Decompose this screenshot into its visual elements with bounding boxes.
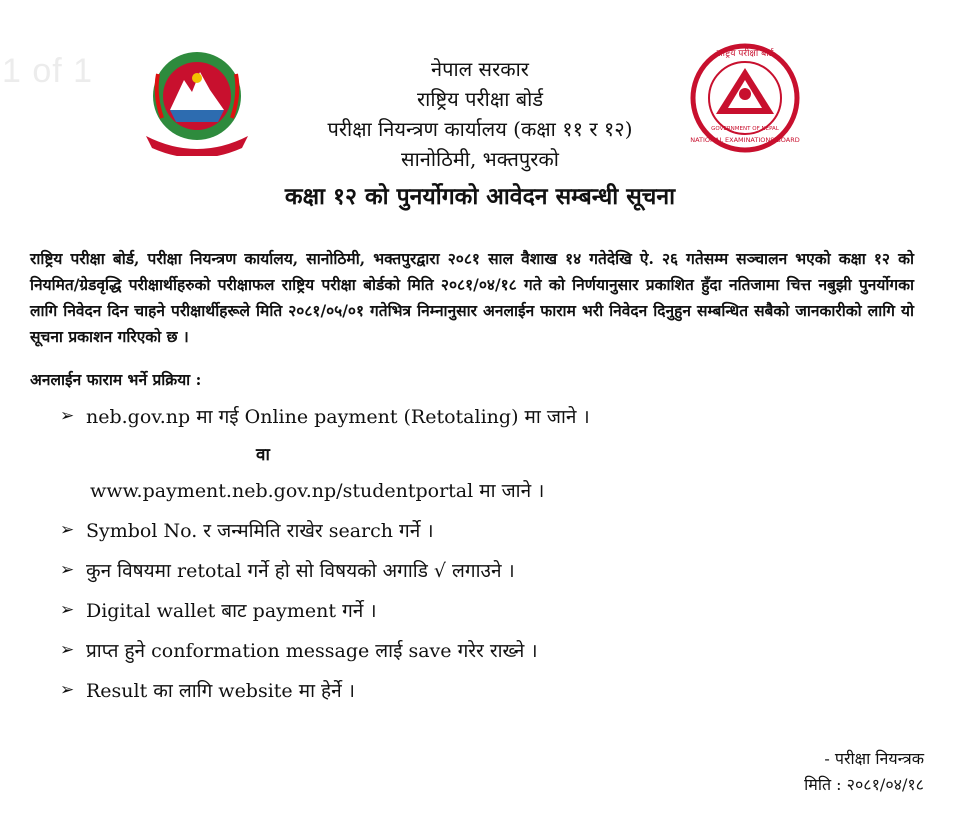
header-line-address: सानोठिमी, भक्तपुरको [401, 147, 559, 171]
neb-logo-text-top: राष्ट्रिय परीक्षा बोर्ड [716, 49, 774, 59]
arrow-bullet-icon: ➢ [60, 406, 75, 426]
arrow-bullet-icon: ➢ [60, 520, 75, 540]
step-text: Result का लागि website मा हेर्ने । [86, 680, 355, 702]
arrow-bullet-icon: ➢ [60, 680, 75, 700]
step-text: Digital wallet बाट payment गर्ने । [86, 600, 377, 622]
process-heading: अनलाईन फाराम भर्ने प्रक्रिया : [30, 370, 202, 389]
neb-logo-text-gov: GOVERNMENT OF NEPAL [711, 126, 779, 132]
notice-header [0, 54, 960, 214]
step-text: प्राप्त हुने conformation message लाई save गरेर राख्ने । [86, 640, 538, 662]
signature-block [804, 746, 924, 798]
list-item [60, 670, 880, 710]
steps-list [60, 396, 880, 710]
alt-url-step: www.payment.neb.gov.np/studentportal मा जाने । [90, 480, 545, 502]
arrow-bullet-icon: ➢ [60, 640, 75, 660]
list-item [60, 630, 880, 670]
header-line-government: नेपाल सरकार [431, 57, 529, 81]
neb-logo-text-bottom: NATIONAL EXAMINATIONS BOARD [690, 136, 800, 144]
arrow-bullet-icon: ➢ [60, 560, 75, 580]
list-item [60, 396, 880, 436]
arrow-bullet-icon: ➢ [60, 600, 75, 620]
step-text: neb.gov.np मा गई Online payment (Retotaling) मा जाने । [86, 406, 590, 428]
notice-title: कक्षा १२ को पुनर्योगको आवेदन सम्बन्धी सूचना [284, 183, 676, 210]
notice-paragraph: राष्ट्रिय परीक्षा बोर्ड, परीक्षा नियन्त्रण कार्यालय, सानोठिमी, भक्तपुरद्वारा २०८१ साल वैशाख १४ गतेदेखि ऐ. २६ गतेसम्म सञ्चालन भएको कक्षा १२ को नियमित/ग्रेडवृद्धि परीक्षार्थीहरुको परीक्षाफल राष्ट्रिय परीक्षा बोर्डको मिति २०८१/०४/१८ गते को निर्णयानुसार प्रकाशित हुँदा नतिजामा चित्त नबुझी पुनर्योगका लागि निवेदन दिन चाहने परीक्षार्थीहरूले मिति २०८१/०५/०१ गतेभित्र निम्नानुसार अनलाईन फाराम भरी निवेदन दिनुहुन सम्बन्धित सबैको जानकारीको लागि यो सूचना प्रकाशन गरिएको छ । [30, 249, 914, 346]
header-line-board: राष्ट्रिय परीक्षा बोर्ड [416, 87, 544, 111]
list-item [60, 550, 880, 590]
step-text: Symbol No. र जन्ममिति राखेर search गर्ने । [86, 520, 434, 542]
page-indicator: 1 of 1 [2, 52, 94, 90]
list-item [60, 590, 880, 630]
list-item [60, 510, 880, 550]
step-text: कुन विषयमा retotal गर्ने हो सो विषयको अगाडि √ लगाउने । [86, 560, 515, 582]
signatory: - परीक्षा नियन्त्रक [824, 749, 924, 768]
or-separator: वा [256, 444, 270, 465]
header-line-office: परीक्षा नियन्त्रण कार्यालय (कक्षा ११ र १२) [327, 117, 633, 141]
signature-date: मिति : २०८१/०४/१८ [804, 775, 924, 794]
